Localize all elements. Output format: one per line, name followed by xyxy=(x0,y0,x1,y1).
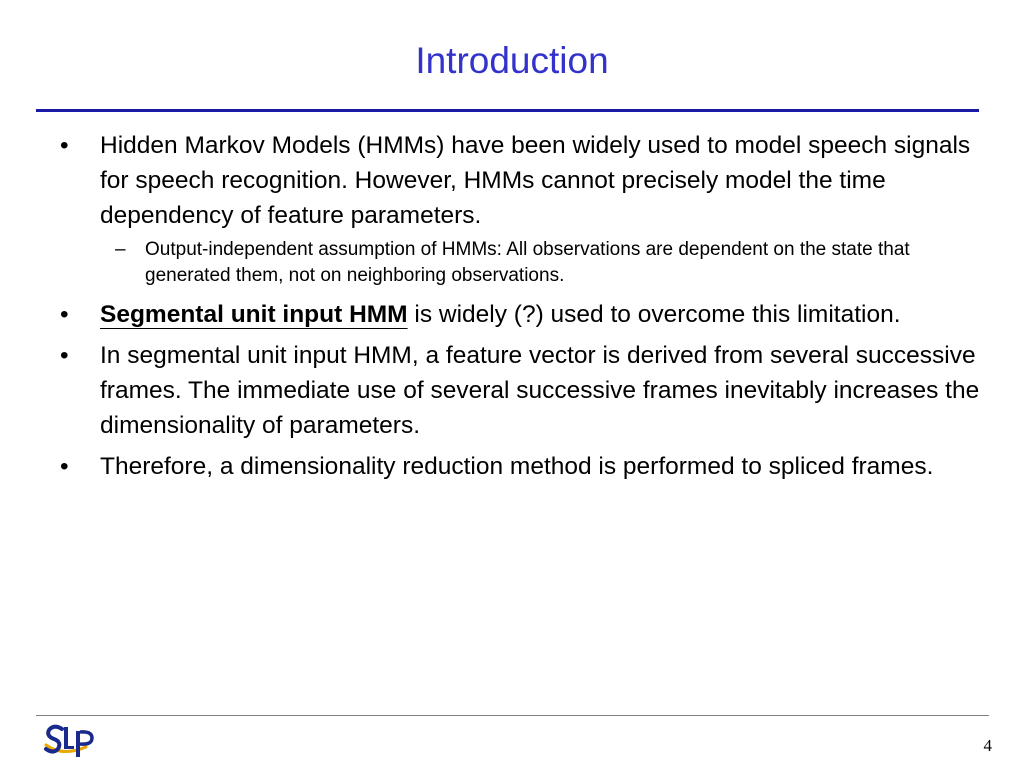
bullet-marker: • xyxy=(60,301,69,328)
title-divider xyxy=(36,109,979,112)
sub-bullet-text: Output-independent assumption of HMMs: All observations are dependent on the state that generated them, not on neighboring observations. xyxy=(145,239,910,286)
bullet-text: Hidden Markov Models (HMMs) have been widely used to model speech signals for speech recognition. However, HMMs cannot precisely model the time dependency of feature parameters. xyxy=(100,132,971,229)
bullet-text: is widely (?) used to overcome this limitation. xyxy=(407,301,901,328)
bullet-item xyxy=(60,338,980,443)
page-number: 4 xyxy=(983,736,992,755)
slide-title: Introduction xyxy=(415,40,609,81)
bullet-text: In segmental unit input HMM, a feature vector is derived from several successive frames. The immediate use of several successive frames inevitably increases the dimensionality of parameters. xyxy=(100,342,980,439)
bullet-item xyxy=(60,449,980,484)
bullet-marker: • xyxy=(60,132,69,159)
bullet-marker: • xyxy=(60,453,69,480)
slp-logo xyxy=(42,721,98,761)
bullet-text: Therefore, a dimensionality reduction method is performed to spliced frames. xyxy=(100,453,934,480)
bullet-item xyxy=(60,128,980,233)
footer-divider xyxy=(36,715,989,716)
sub-bullet-marker: – xyxy=(115,239,126,260)
emphasis-link[interactable]: Segmental unit input HMM xyxy=(100,301,408,328)
sub-bullet-item xyxy=(60,237,980,289)
slp-logo-icon xyxy=(42,721,98,761)
bullet-item xyxy=(60,297,980,332)
slide-body xyxy=(60,128,980,490)
bullet-marker: • xyxy=(60,342,69,369)
